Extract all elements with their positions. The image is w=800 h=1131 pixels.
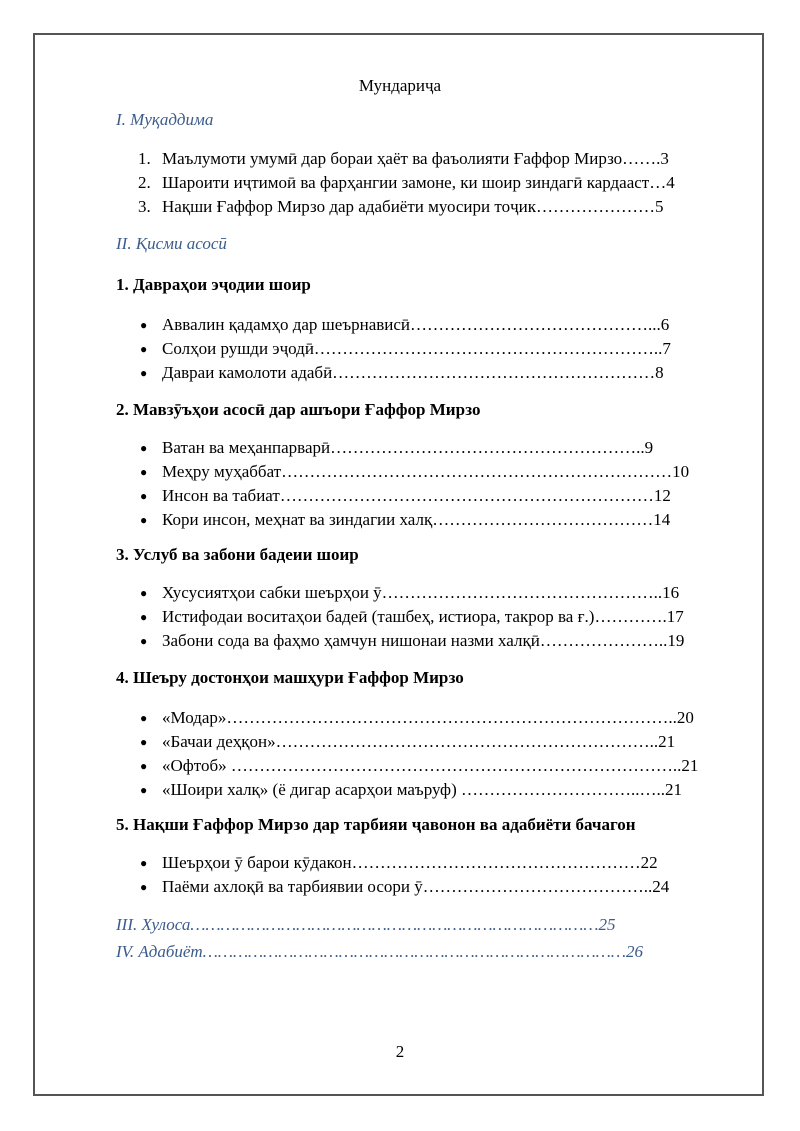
chapter-list bbox=[138, 581, 684, 653]
list-item: ● Давраи камолоти адабӣ…………………………………………………8 bbox=[138, 361, 671, 385]
list-item: ● Аввалин қадамҳо дар шеърнависӣ……………………………………...6 bbox=[138, 313, 671, 337]
bullet-icon: ● bbox=[140, 634, 148, 648]
page-title: Мундариҷа bbox=[358, 76, 442, 95]
section-main: II. Қисми асосӣ bbox=[116, 234, 227, 253]
chapter-list bbox=[138, 706, 698, 802]
list-item: ● Хусусиятҳои сабки шеърҳои ӯ…………………………………………..16 bbox=[138, 581, 684, 605]
chapter-list bbox=[138, 851, 669, 899]
list-item: ● Истифодаи воситаҳои бадеӣ (ташбеҳ, истиора, такрор ва ғ.)………….17 bbox=[138, 605, 684, 629]
toc-references: IV. Адабиёт…………………………………………………………………………26 bbox=[116, 942, 643, 961]
chapter-list bbox=[138, 313, 671, 385]
list-item: ● Инсон ва табиат…………………………………………………………12 bbox=[138, 484, 689, 508]
bullet-icon: ● bbox=[140, 489, 148, 503]
list-item: ● Меҳру муҳаббат……………………………………………………………10 bbox=[138, 460, 689, 484]
bullet-icon: ● bbox=[140, 610, 148, 624]
list-item: 3. Нақши Ғаффор Мирзо дар адабиёти муосири тоҷик…………………5 bbox=[138, 197, 664, 216]
list-item: ● Паёми ахлоқӣ ва тарбиявии осори ӯ…………………………………..24 bbox=[138, 875, 669, 899]
bullet-icon: ● bbox=[140, 783, 148, 797]
toc-conclusion: III. Хулоса………………………………………………………………………25 bbox=[116, 915, 616, 934]
chapter-list bbox=[138, 436, 689, 532]
bullet-icon: ● bbox=[140, 366, 148, 380]
bullet-icon: ● bbox=[140, 586, 148, 600]
bullet-icon: ● bbox=[140, 735, 148, 749]
bullet-icon: ● bbox=[140, 711, 148, 725]
section-introduction: I. Муқаддима bbox=[116, 110, 214, 129]
list-item: ● Кори инсон, меҳнат ва зиндагии халқ…………………………………14 bbox=[138, 508, 689, 532]
introduction-list bbox=[138, 147, 675, 219]
chapter-heading: 5. Нақши Ғаффор Мирзо дар тарбияи ҷавонон ва адабиёти бачагон bbox=[116, 815, 636, 834]
bullet-icon: ● bbox=[140, 465, 148, 479]
list-item: ● Ватан ва меҳанпарварӣ………………………………………………..9 bbox=[138, 436, 689, 460]
chapter-heading: 2. Мавзӯъҳои асосӣ дар ашъори Ғаффор Мирзо bbox=[116, 400, 481, 419]
list-item: ● Забони сода ва фаҳмо ҳамчун нишонаи назми халқӣ…………………..19 bbox=[138, 629, 684, 653]
chapter-heading: 1. Давраҳои эҷодии шоир bbox=[116, 275, 311, 294]
bullet-icon: ● bbox=[140, 513, 148, 527]
list-item: ● Солҳои рушди эҷодӣ……………………………………………………..7 bbox=[138, 337, 671, 361]
bullet-icon: ● bbox=[140, 880, 148, 894]
list-item: ● «Модар»……………………………………………………………………..20 bbox=[138, 706, 698, 730]
bullet-icon: ● bbox=[140, 342, 148, 356]
list-item: 2. Шароити иҷтимоӣ ва фарҳангии замоне, ки шоир зиндагӣ кардааст…4 bbox=[138, 173, 675, 192]
list-item: 1. Маълумоти умумӣ дар бораи ҳаёт ва фаъолияти Ғаффор Мирзо…….3 bbox=[138, 149, 669, 168]
bullet-icon: ● bbox=[140, 759, 148, 773]
bullet-icon: ● bbox=[140, 318, 148, 332]
bullet-icon: ● bbox=[140, 441, 148, 455]
chapter-heading: 3. Услуб ва забони бадеии шоир bbox=[116, 545, 359, 564]
bullet-icon: ● bbox=[140, 856, 148, 870]
list-item: ● «Офтоб» ……………………………………………………………………..21 bbox=[138, 754, 698, 778]
page-number: 2 bbox=[395, 1042, 405, 1061]
list-item: ● «Шоири халқ» (ё дигар асарҳои маъруф) …………………………..…..21 bbox=[138, 778, 698, 802]
chapter-heading: 4. Шеъру достонҳои машҳури Ғаффор Мирзо bbox=[116, 668, 464, 687]
list-item: ● «Бачаи деҳқон»…………………………………………………………..21 bbox=[138, 730, 698, 754]
list-item: ● Шеърҳои ӯ барои кӯдакон……………………………………………22 bbox=[138, 851, 669, 875]
